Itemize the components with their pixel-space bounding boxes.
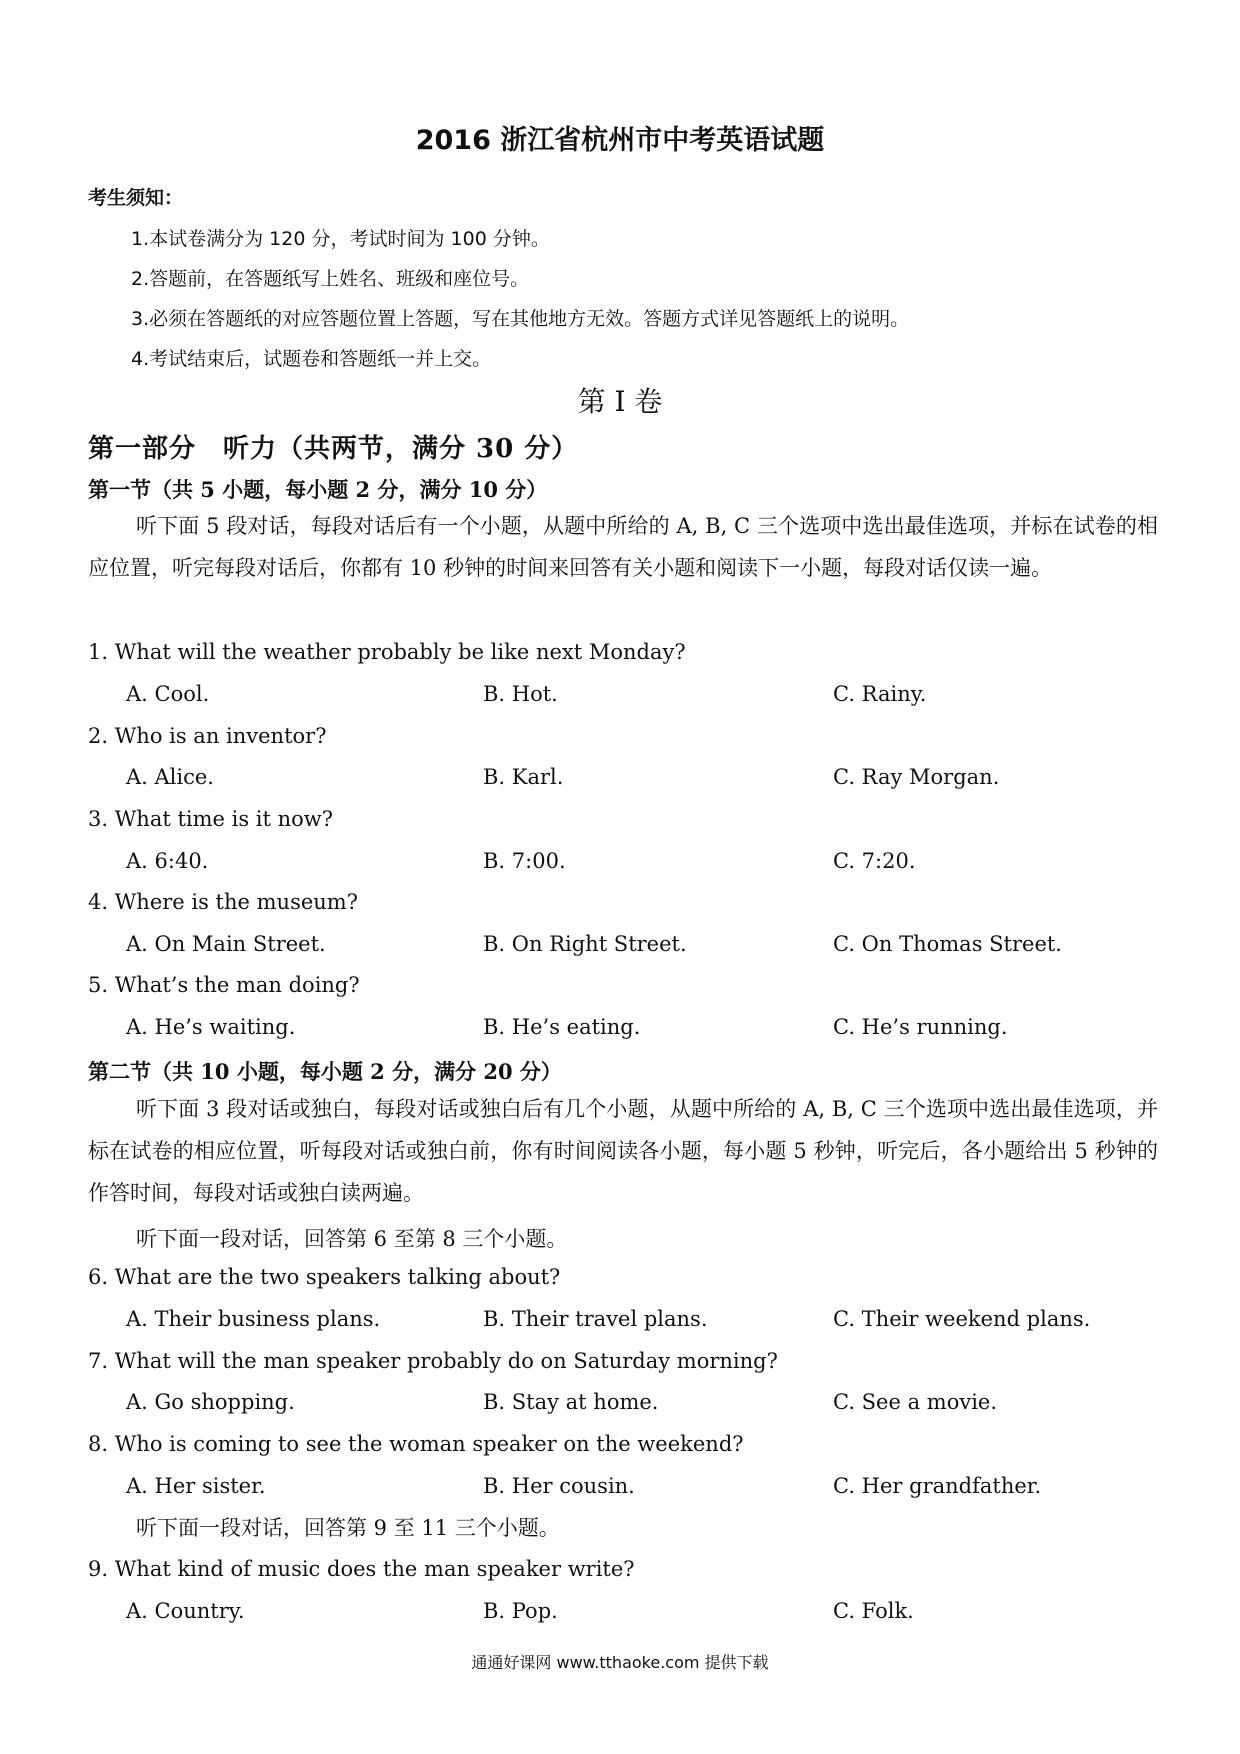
- question: 6. What are the two speakers talking about?: [88, 1265, 561, 1289]
- option-b: B. Stay at home.: [483, 1390, 659, 1414]
- option-a: A. On Main Street.: [126, 932, 326, 956]
- option-c: C. He’s running.: [833, 1015, 1008, 1039]
- option-c: C. Ray Morgan.: [833, 765, 1000, 789]
- question: 1. What will the weather probably be like next Monday?: [88, 640, 686, 664]
- section-heading: 第二节（共 10 小题，每小题 2 分，满分 20 分）: [88, 1059, 562, 1084]
- notice-item: 4.考试结束后，试题卷和答题纸一并上交。: [131, 348, 492, 370]
- option-c: C. See a movie.: [833, 1390, 998, 1414]
- option-c: C. Her grandfather.: [833, 1474, 1042, 1498]
- question: 7. What will the man speaker probably do on Saturday morning?: [88, 1349, 778, 1373]
- section-instructions: 听下面 5 段对话，每段对话后有一个小题，从题中所给的 A, B, C 三个选项中选出最佳选项，并标在试卷的相应位置，听完每段对话后，你都有 10 秒钟的时间来回答有关小题和阅读下一小题，每段对话仅读一遍。: [88, 514, 1158, 580]
- question: 3. What time is it now?: [88, 807, 334, 831]
- section-heading: 第一节（共 5 小题，每小题 2 分，满分 10 分）: [88, 477, 548, 502]
- option-c: C. Their weekend plans.: [833, 1307, 1091, 1331]
- option-c: C. Rainy.: [833, 682, 927, 706]
- listening-note: 听下面一段对话，回答第 9 至 11 三个小题。: [136, 1516, 560, 1540]
- option-b: B. Hot.: [483, 682, 558, 706]
- option-b: B. On Right Street.: [483, 932, 687, 956]
- question: 4. Where is the museum?: [88, 890, 358, 914]
- notice-item: 1.本试卷满分为 120 分，考试时间为 100 分钟。: [131, 228, 550, 250]
- option-c: C. On Thomas Street.: [833, 932, 1062, 956]
- notice-item: 3.必须在答题纸的对应答题位置上答题，写在其他地方无效。答题方式详见答题纸上的说明。: [131, 308, 910, 330]
- question: 5. What’s the man doing?: [88, 973, 360, 997]
- question: 9. What kind of music does the man speaker write?: [88, 1557, 635, 1581]
- option-b: B. 7:00.: [483, 849, 566, 873]
- option-c: C. 7:20.: [833, 849, 916, 873]
- option-a: A. Cool.: [126, 682, 210, 706]
- notice-item: 2.答题前，在答题纸写上姓名、班级和座位号。: [131, 268, 530, 290]
- option-b: B. He’s eating.: [483, 1015, 641, 1039]
- option-a: A. 6:40.: [126, 849, 209, 873]
- footer-source: 通通好课网 www.tthaoke.com 提供下载: [471, 1653, 769, 1672]
- volume-heading: 第 I 卷: [577, 385, 663, 418]
- option-a: A. Her sister.: [126, 1474, 266, 1498]
- notice-label: 考生须知：: [88, 187, 184, 209]
- option-a: A. Their business plans.: [126, 1307, 381, 1331]
- part-heading: 第一部分 听力（共两节，满分 30 分）: [88, 434, 579, 464]
- listening-note: 听下面一段对话，回答第 6 至第 8 三个小题。: [136, 1227, 568, 1251]
- option-a: A. Country.: [126, 1599, 245, 1623]
- option-a: A. Alice.: [126, 765, 214, 789]
- option-c: C. Folk.: [833, 1599, 914, 1623]
- option-b: B. Pop.: [483, 1599, 558, 1623]
- question: 2. Who is an inventor?: [88, 724, 327, 748]
- option-b: B. Their travel plans.: [483, 1307, 708, 1331]
- option-b: B. Karl.: [483, 765, 564, 789]
- exam-title: 2016 浙江省杭州市中考英语试题: [415, 125, 825, 156]
- section-instructions: 听下面 3 段对话或独白，每段对话或独白后有几个小题，从题中所给的 A, B, C 三个选项中选出最佳选项，并标在试卷的相应位置，听每段对话或独白前，你有时间阅读各小题，每小题 5 秒钟，听完后，各小题给出 5 秒钟的作答时间，每段对话或独白读两遍。: [88, 1097, 1158, 1205]
- option-b: B. Her cousin.: [483, 1474, 635, 1498]
- option-a: A. He’s waiting.: [126, 1015, 296, 1039]
- question: 8. Who is coming to see the woman speaker on the weekend?: [88, 1432, 744, 1456]
- option-a: A. Go shopping.: [126, 1390, 295, 1414]
